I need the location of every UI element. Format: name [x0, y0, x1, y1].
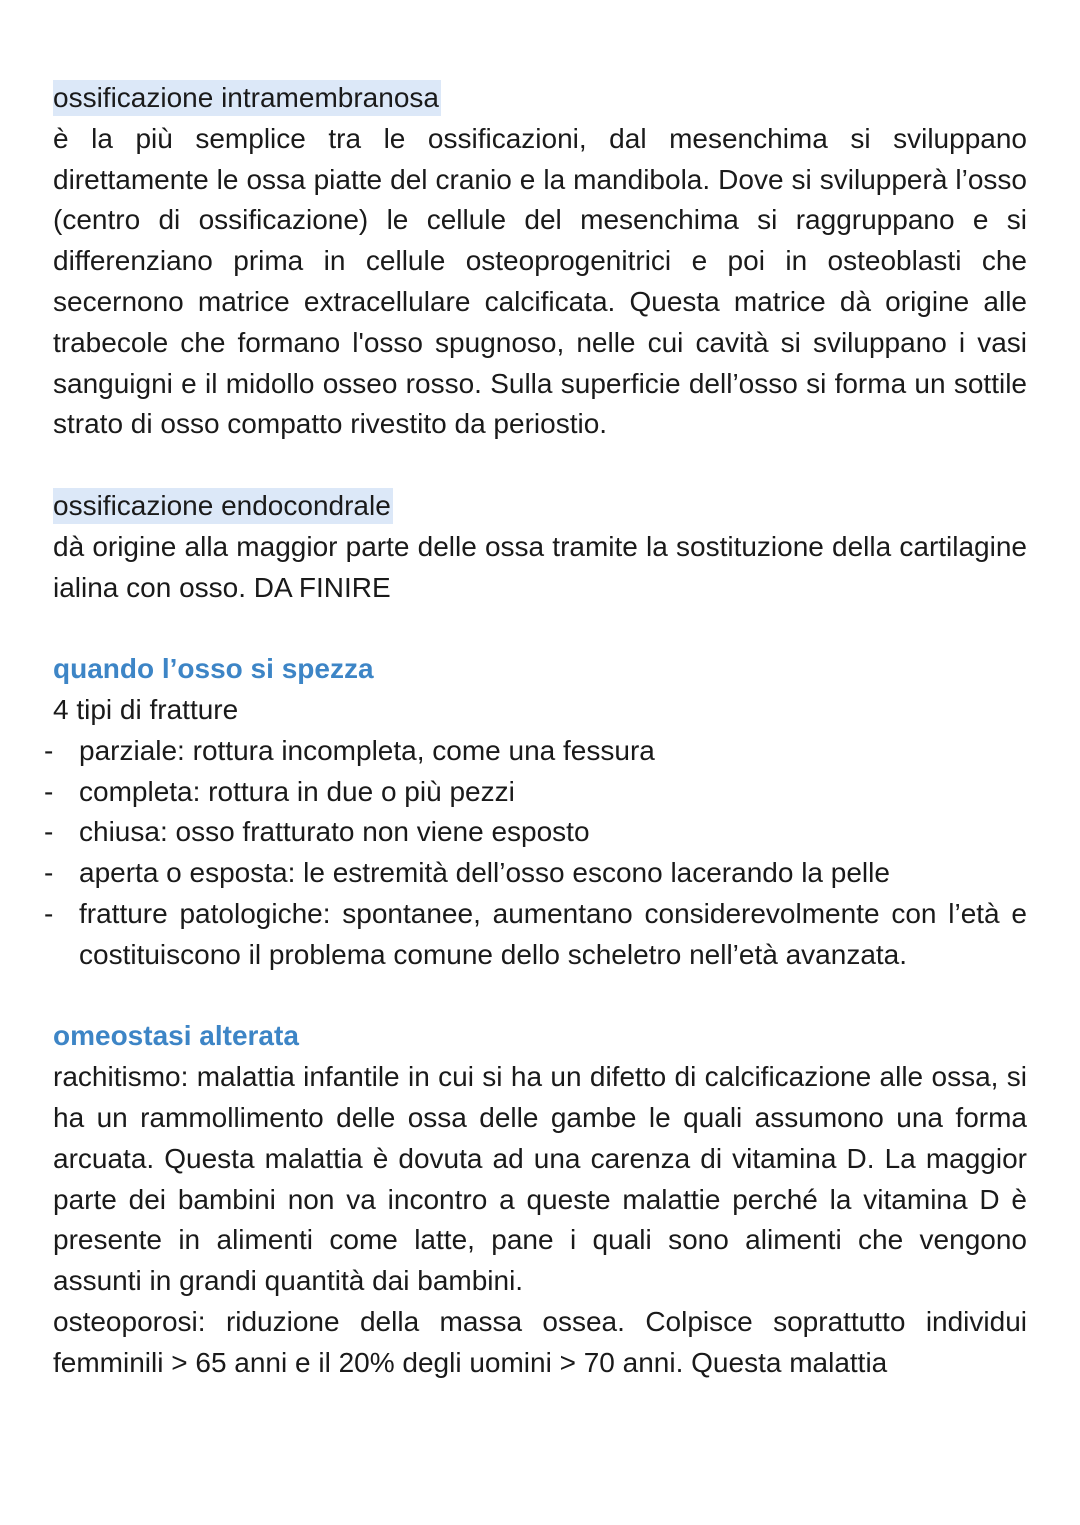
- section-fratture: [44, 649, 1027, 975]
- heading-endocondrale: ossificazione endocondrale: [53, 488, 393, 524]
- section-endocondrale: [53, 486, 1027, 608]
- list-item: [44, 853, 1027, 894]
- list-item-text: fratture patologiche: spontanee, aumentano considerevolmente con l’età e costituiscono il problema comune dello scheletro nell’età avanzata.: [79, 897, 1027, 970]
- section-intramembranosa: [53, 78, 1027, 445]
- list-item-text: completa: rottura in due o più pezzi: [79, 775, 515, 807]
- dash-bullet: -: [44, 816, 54, 848]
- list-item: [44, 731, 1027, 772]
- heading-omeostasi: omeostasi alterata: [53, 1020, 299, 1052]
- section-omeostasi: [53, 1016, 1027, 1383]
- dash-bullet: -: [44, 857, 54, 889]
- heading-fratture: quando l’osso si spezza: [53, 653, 374, 685]
- fratture-intro: 4 tipi di fratture: [53, 693, 239, 725]
- dash-bullet: -: [44, 734, 54, 766]
- spacer: [53, 445, 1027, 486]
- paragraph-endocondrale: dà origine alla maggior parte delle ossa tramite la sostituzione della cartilagine ialina con osso. DA FINIRE: [53, 530, 1027, 603]
- list-item-text: parziale: rottura incompleta, come una fessura: [79, 734, 655, 766]
- list-item: [44, 894, 1027, 976]
- list-item-text: chiusa: osso fratturato non viene esposto: [79, 816, 590, 848]
- fratture-list: [44, 731, 1027, 976]
- document-page: [44, 78, 1027, 1384]
- list-item-text: aperta o esposta: le estremità dell’osso escono lacerando la pelle: [79, 857, 890, 889]
- spacer: [53, 976, 1027, 1017]
- heading-intramembranosa: ossificazione intramembranosa: [53, 80, 441, 116]
- paragraph-intramembranosa: è la più semplice tra le ossificazioni, dal mesenchima si sviluppano direttamente le ossa piatte del cranio e la mandibola. Dove si svilupperà l’osso (centro di ossificazione) le cellule del mesenchima si raggruppano e si differenziano prima in cellule osteoprogenitrici e poi in osteoblasti che secernono matrice extracellulare calcificata. Questa matrice dà origine alle trabecole che formano l'osso spugnoso, nelle cui cavità si sviluppano i vasi sanguigni e il midollo osseo rosso. Sulla superficie dell’osso si forma un sottile strato di osso compatto rivestito da periostio.: [53, 122, 1027, 440]
- spacer: [53, 608, 1027, 649]
- list-item: [44, 812, 1027, 853]
- paragraph-osteoporosi: osteoporosi: riduzione della massa ossea. Colpisce soprattutto individui femminili > 65 anni e il 20% degli uomini > 70 anni. Questa malattia: [53, 1305, 1027, 1378]
- dash-bullet: -: [44, 775, 54, 807]
- list-item: [44, 772, 1027, 813]
- paragraph-rachitismo: rachitismo: malattia infantile in cui si ha un difetto di calcificazione alle ossa, si ha un rammollimento delle ossa delle gambe le quali assumono una forma arcuata. Questa malattia è dovuta ad una carenza di vitamina D. La maggior parte dei bambini non va incontro a queste malattie perché la vitamina D è presente in alimenti come latte, pane i quali sono alimenti che vengono assunti in grandi quantità dai bambini.: [53, 1061, 1027, 1297]
- dash-bullet: -: [44, 897, 54, 929]
